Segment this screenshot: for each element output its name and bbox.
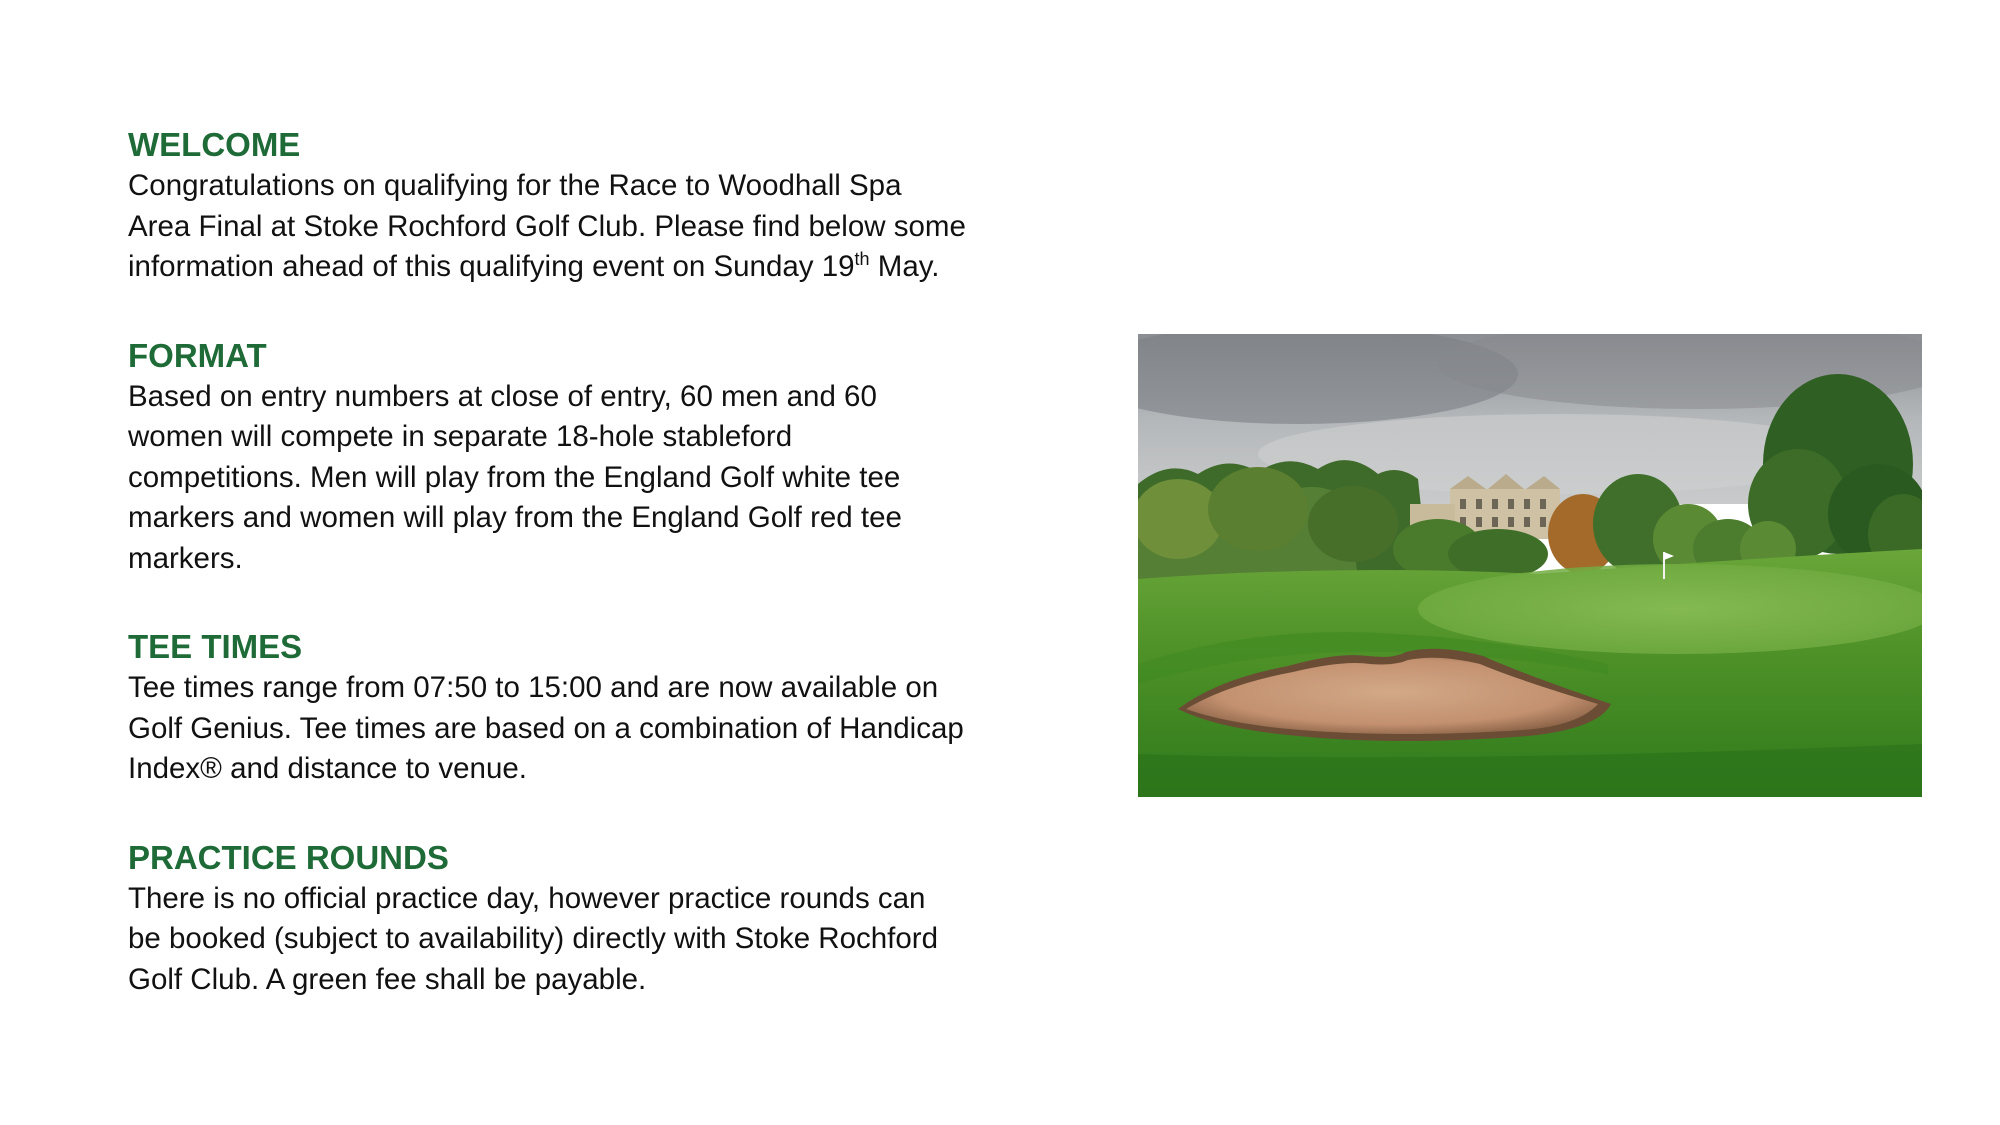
body-line: Tee times range from 07:50 to 15:00 and are now available on xyxy=(128,671,939,704)
body-line: Area Final at Stoke Rochford Golf Club. Please find below some xyxy=(128,209,966,243)
body-line: Golf Club. A green fee shall be payable. xyxy=(128,962,647,996)
section-heading: TEE TIMES xyxy=(128,628,303,665)
section-heading: PRACTICE ROUNDS xyxy=(128,838,449,876)
body-line: There is no official practice day, however practice rounds can xyxy=(128,881,926,915)
section-format xyxy=(128,335,1008,580)
body-line: markers and women will play from the England Golf red tee xyxy=(128,501,902,534)
body-line: Index® and distance to venue. xyxy=(128,752,527,785)
body-line: Based on entry numbers at close of entry, 60 men and 60 xyxy=(128,379,877,413)
text-column xyxy=(128,124,1008,1047)
section-body xyxy=(128,377,1008,580)
body-line: be booked (subject to availability) directly with Stoke Rochford xyxy=(128,922,939,955)
section-body xyxy=(128,668,1008,790)
golf-course-illustration xyxy=(1138,334,1922,797)
section-tee-times xyxy=(128,626,1008,790)
ordinal-suffix: th xyxy=(854,249,870,270)
section-body xyxy=(128,166,1008,288)
body-line: information ahead of this qualifying event on Sunday 19 xyxy=(128,250,855,283)
body-line: May. xyxy=(869,250,940,283)
golf-course-photo xyxy=(1138,334,1922,797)
body-line: Congratulations on qualifying for the Race to Woodhall Spa xyxy=(128,169,902,202)
section-heading: FORMAT xyxy=(128,336,267,374)
section-practice-rounds xyxy=(128,837,1008,1001)
section-welcome xyxy=(128,124,1008,288)
body-line: women will compete in separate 18-hole stableford xyxy=(128,420,793,453)
body-line: markers. xyxy=(128,541,243,575)
body-line: Golf Genius. Tee times are based on a combination of Handicap xyxy=(128,711,964,745)
body-line: competitions. Men will play from the England Golf white tee xyxy=(128,460,901,494)
section-heading: WELCOME xyxy=(128,126,301,163)
section-body xyxy=(128,879,1008,1001)
